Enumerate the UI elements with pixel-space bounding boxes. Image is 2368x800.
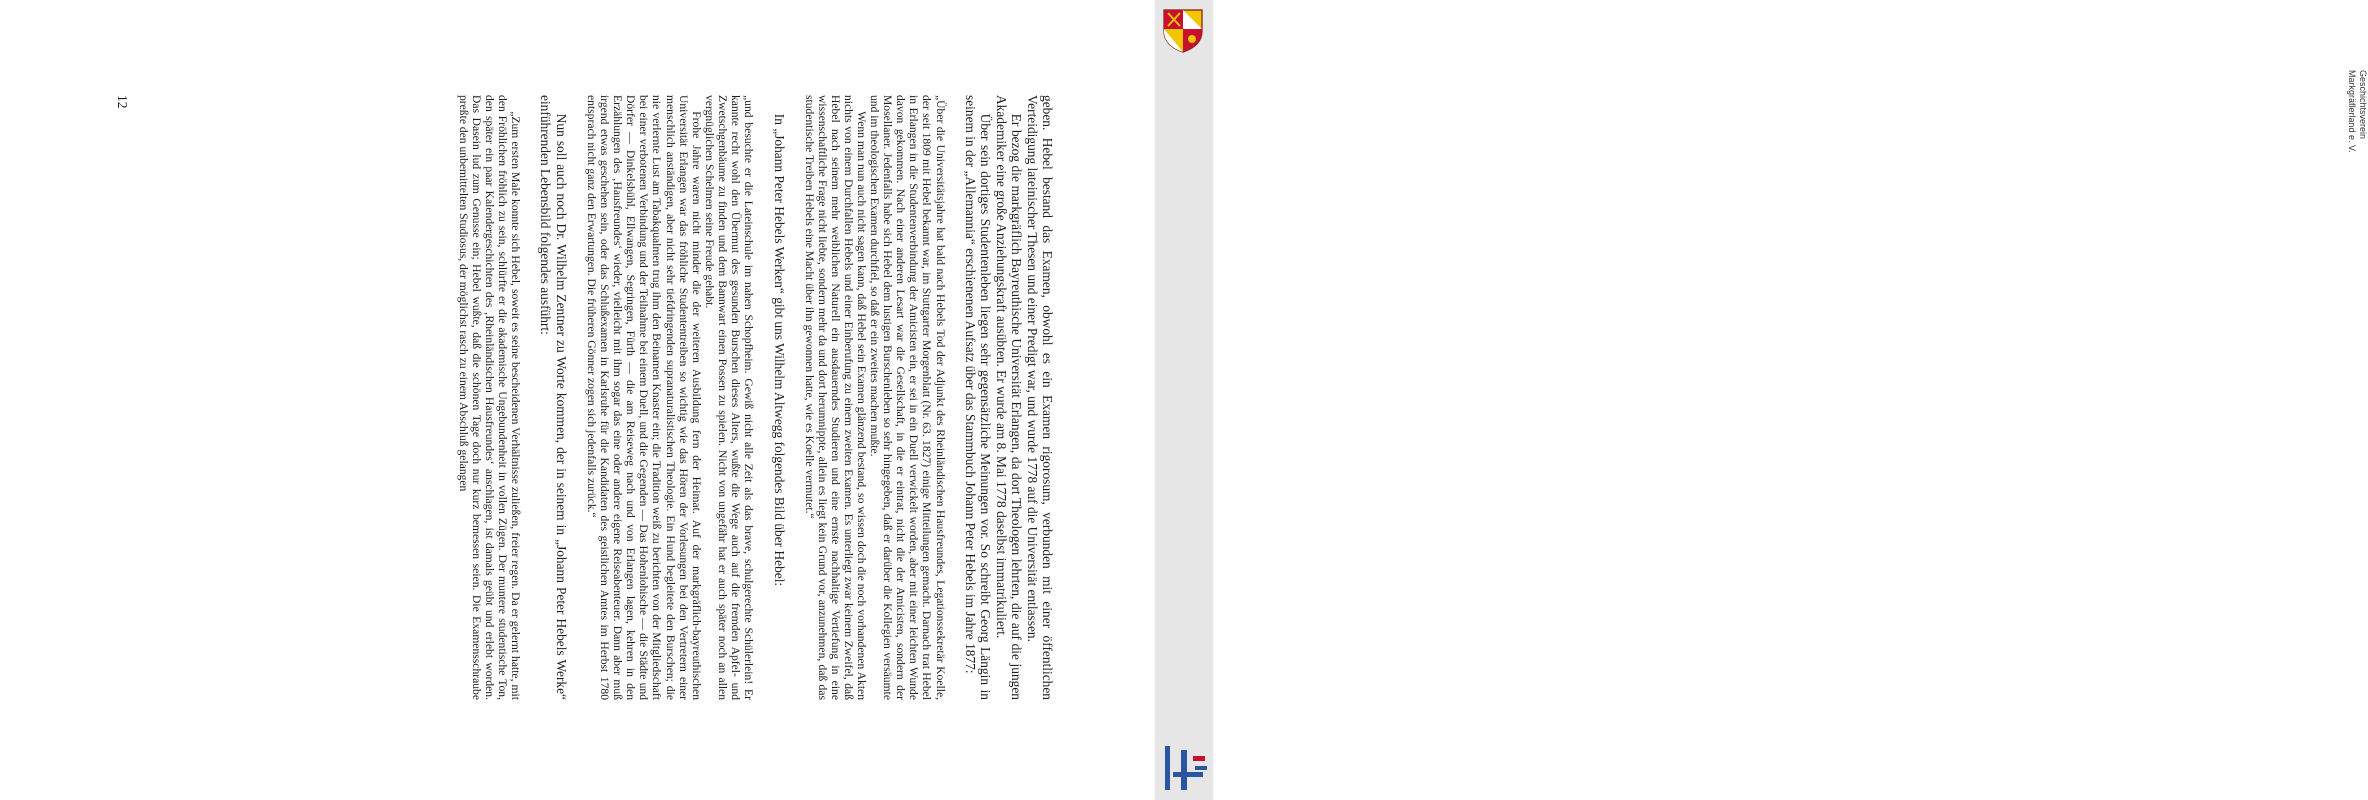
- society-name-line2: Markgräflerland e. V.: [2347, 70, 2358, 153]
- paragraph-erlangen: Er bezog die markgräflich Bayreuthische Universität Erlangen, da dort Theologen lehrten, die auf die jungen Akademiker eine große Anziehungskraft ausübten. Er wurde am 8. Mai 1778 daselbst immatrikuliert.: [993, 95, 1025, 700]
- document-page: [0, 0, 1155, 800]
- paragraph-laengin-intro: Über sein dortiges Studentenleben liegen sehr gegensätzliche Meinungen vor. So schreibt Georg Längin in seinem in der „Allemannia“ erschienenen Aufsatz über das Stammbuch Johann Peter Hebels im Jahre 1877:: [962, 95, 994, 700]
- coat-of-arms-icon: [1160, 7, 1206, 53]
- quote-exam-judgement: Wenn man nun auch nicht sagen kann, daß Hebel sein Examen glänzend bestand, so wissen doch die noch vorhandenen Akten nichts von einem Durchfallen Hebels und einer Einberufung zu einem zweiten Examen. Es unterliegt zwar keinem Zweifel, daß Hebel nach seinem mehr weiblichen Naturell ein ausdauerndes Studieren und eine ernste nachhaltige Vertiefung in eine wissenschaftliche Frage nicht liebte, sondern mehr da und dort herumnippte, allein es liegt kein Grund vor, anzunehmen, daß das studentische Treiben Hebels eine Macht über ihn gewonnen hatte, wie es Koelle vermutet.“: [802, 95, 868, 700]
- paragraph-altwegg-intro: In „Johann Peter Hebels Werken“ gibt uns Wilhelm Altwegg folgendes Bild über Hebel:: [771, 113, 787, 587]
- page-number: 12: [115, 95, 130, 109]
- rotated-text-page: [55, 95, 1055, 700]
- quote-schopfheim: „und besuchte er die Lateinschule im nahen Schopfheim. Gewiß nicht alle Zeit als das brave, schulgerechte Schülerlein! Er kannte recht wohl den Übermut des gesunden Burschen dieses Alters, wußte die Wege auch auf die fremden Apfel- und Zwetschgenbäume zu finden und dem Bannwart einen Possen zu spielen. Nicht von ungefähr hat er auch später noch an allen vergnüglichen Schelmen seine Freude gehabt.: [702, 95, 756, 700]
- quote-koelle: „Über die Universitätsjahre hat bald nach Hebels Tod der Adjunkt des Rheinländischen Hausfreundes, Legationssekretär Koelle, der seit 1809 mit Hebel bekannt war, im Stuttgarter Morgenblatt (Nr. 63. 1827) einige Mitteilungen gemacht. Darnach trat Hebel in Erlangen in die Studentenverbindung der Amicisten ein, er sei in ein Duell verwickelt worden, aber mit einer leichten Wunde davon gekommen. Nach einer anderen Lesart war die Gesellschaft, in die er eintrat, nicht die der Amicisten, sondern der Mosellaner. Jedenfalls habe sich Hebel dem lustigen Burschenleben so sehr hingegeben, daß er darüber die Kollegien versäumte und im theologischen Examen durchfiel, so daß er ein zweites machen mußte.: [868, 95, 947, 700]
- quote-zentner: „Zum ersten Male konnte sich Hebel, soweit es seine bescheidenen Verhältnisse zuließen, freier regen. Da er gelernt hatte, mit den Fröhlichen fröhlich zu sein, schlürfte er die akademische Ungebundenheit in vollen Zügen. Der muntere studentische Ton, den später ein paar Kalendergeschichten des ‚Rheinländischen Hausfreundes‘ anschlagen, ist damals geübt und erlebt worden. Das Dasein lud zum Genusse ein; Hebel wußte, daß die schönen Tage doch nur kurz bemessen seien. Die Examensschraube preßte den unbemittelten Studiosus, der möglichst rasch zu einem Abschluß gelangen: [456, 95, 523, 700]
- university-library-logo-icon: [1159, 742, 1211, 794]
- paragraph-exam: geben. Hebel bestand das Examen, obwohl es ein Examen rigorosum, verbunden mit einer öffentlichen Verteidigung lateinischer Thesen und einer Predigt war, und wurde 1778 auf die Universität entlassen.: [1024, 95, 1055, 700]
- quote-student-years: Frohe Jahre waren nicht minder die der weiteren Ausbildung fern der Heimat. Auf der markgräflich-bayreuthischen Universität Erlangen war das fröhliche Studententreiben so wichtig wie das Hören der Vorlesungen bei den Vertretern einer menschlich anständigen, aber nicht sehr tiefdringenden supranaturalistischen Theologie. Ein Hund begleitete den Burschen; die nie verlernte Lust am Tabakqualmen trug ihm den Beinamen Knaster ein; die Tradition weiß zu berichten von der Mitgliedschaft bei einer verbotenen Verbindung und der Teilnahme bei einem Duell, und die Gegenden — Das Hohenlohische — die Städte und Dörfer — Dinkelsbühl, Ellwangen, Segringen, Fürth — die am Reiseweg nach und von Erlangen lagen, kehren in den Erzählungen des ‚Hausfreundes‘ wieder, vielleicht mit ihm sogar das eine oder andere eigene Reiseabenteuer. Dann aber muß irgend etwas geschehen sein, oder das Schlußexamen in Karlsruhe für die Kandidaten des geistlichen Amtes im Herbst 1780 entsprach nicht ganz den Erwartungen. Die früheren Gönner zogen sich jedenfalls zurück.“: [585, 95, 703, 700]
- society-name-line1: Geschichtsverein: [2358, 70, 2368, 140]
- sidebar: [1155, 0, 2368, 800]
- paragraph-zentner-intro: Nun soll auch noch Dr. Wilhelm Zentner zu Worte kommen, der in seinem in „Johann Peter Hebels Werke“ einführenden Lebensbild folgendes ausführt:: [538, 95, 569, 700]
- society-name: [2347, 70, 2368, 230]
